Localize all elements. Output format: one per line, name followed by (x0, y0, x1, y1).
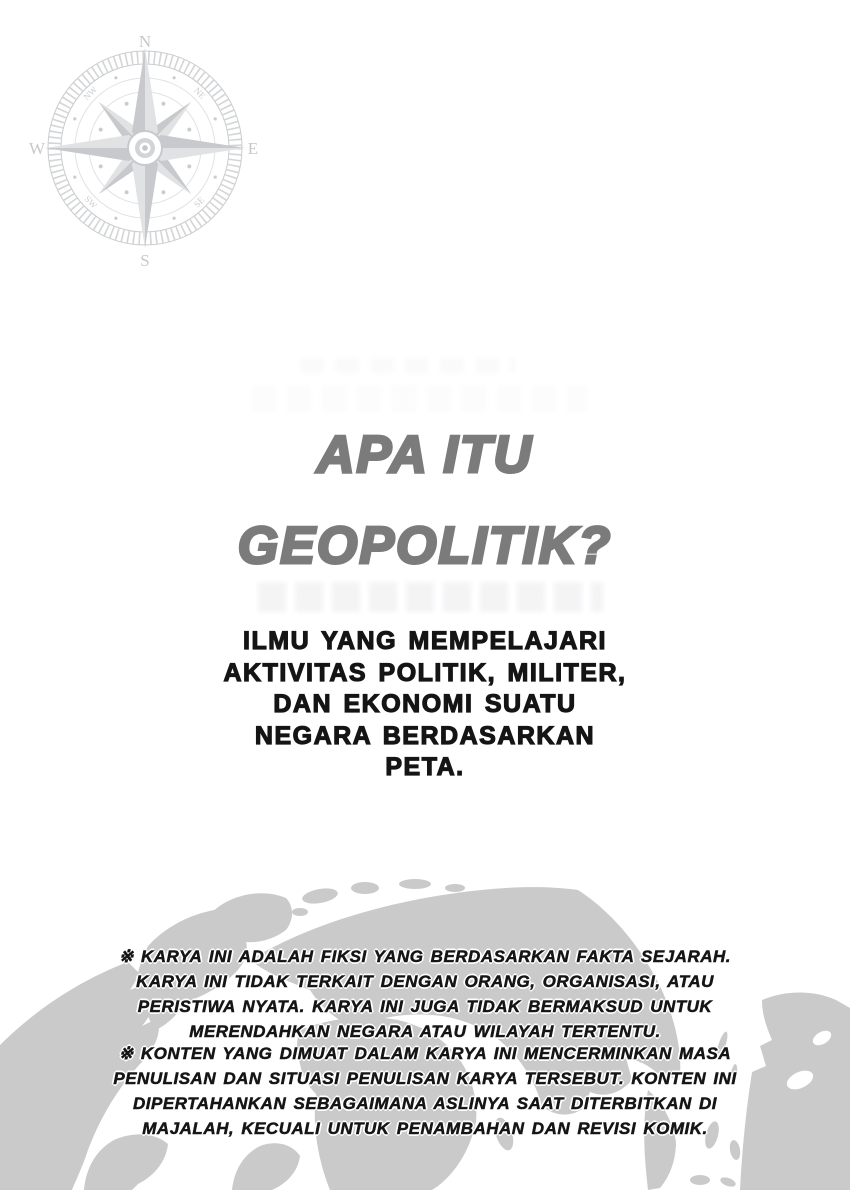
landmass-south-america (84, 1134, 168, 1190)
disclaimer-line: MERENDAHKAN NEGARA ATAU WILAYAH TERTENTU. (189, 1022, 661, 1041)
disclaimer-paragraph-1 (0, 944, 850, 1044)
disclaimer-line: PERISTIWA NYATA. KARYA INI JUGA TIDAK BERMAKSUD UNTUK (137, 997, 713, 1016)
compass-rose-icon (23, 26, 267, 270)
disclaimer-line: DIPERTAHANKAN SEBAGAIMANA ASLINYA SAAT DITERBITKAN DI (133, 1094, 717, 1113)
erased-text-ghost-middle (252, 386, 587, 412)
disclaimer-line: ※ KARYA INI ADALAH FIKSI YANG BERDASARKAN FAKTA SEJARAH. (118, 947, 732, 966)
page-title (0, 410, 850, 592)
title-line-2: GEOPOLITIK? (237, 517, 613, 575)
compass-label-south: S (140, 251, 150, 270)
disclaimer-line: MAJALAH, KECUALI UNTUK PENAMBAHAN DAN REVISI KOMIK. (142, 1119, 708, 1138)
disclaimer-line: PENULISAN DAN SITUASI PENULISAN KARYA TERSEBUT. KONTEN INI (113, 1069, 737, 1088)
definition-line: DAN EKONOMI SUATU (273, 690, 577, 718)
disclaimer-paragraph-2 (0, 1041, 850, 1141)
erased-text-ghost-top (300, 358, 515, 373)
compass-label-southwest: SW (82, 193, 100, 211)
definition-line: ILMU YANG MEMPELAJARI (243, 627, 607, 655)
definition-line: PETA. (385, 753, 465, 781)
compass-label-east: E (247, 139, 259, 158)
disclaimer-line: ※ KONTEN YANG DIMUAT DALAM KARYA INI MENCERMINKAN MASA (118, 1044, 732, 1063)
compass-label-west: W (28, 139, 46, 158)
compass-label-southeast: SE (191, 194, 207, 210)
definition-line: NEGARA BERDASARKAN (254, 721, 596, 750)
definition-line: AKTIVITAS POLITIK, MILITER, (223, 658, 627, 687)
compass-label-northeast: NE (192, 85, 208, 101)
compass-label-north: N (138, 32, 152, 51)
landmass-south-atlantic (232, 1143, 300, 1190)
disclaimer-line: KARYA INI TIDAK TERKAIT DENGAN ORANG, ORGANISASI, ATAU (136, 972, 714, 991)
compass-label-northwest: NW (81, 84, 100, 103)
title-line-1: APA ITU (316, 426, 534, 484)
definition-text (0, 626, 850, 784)
